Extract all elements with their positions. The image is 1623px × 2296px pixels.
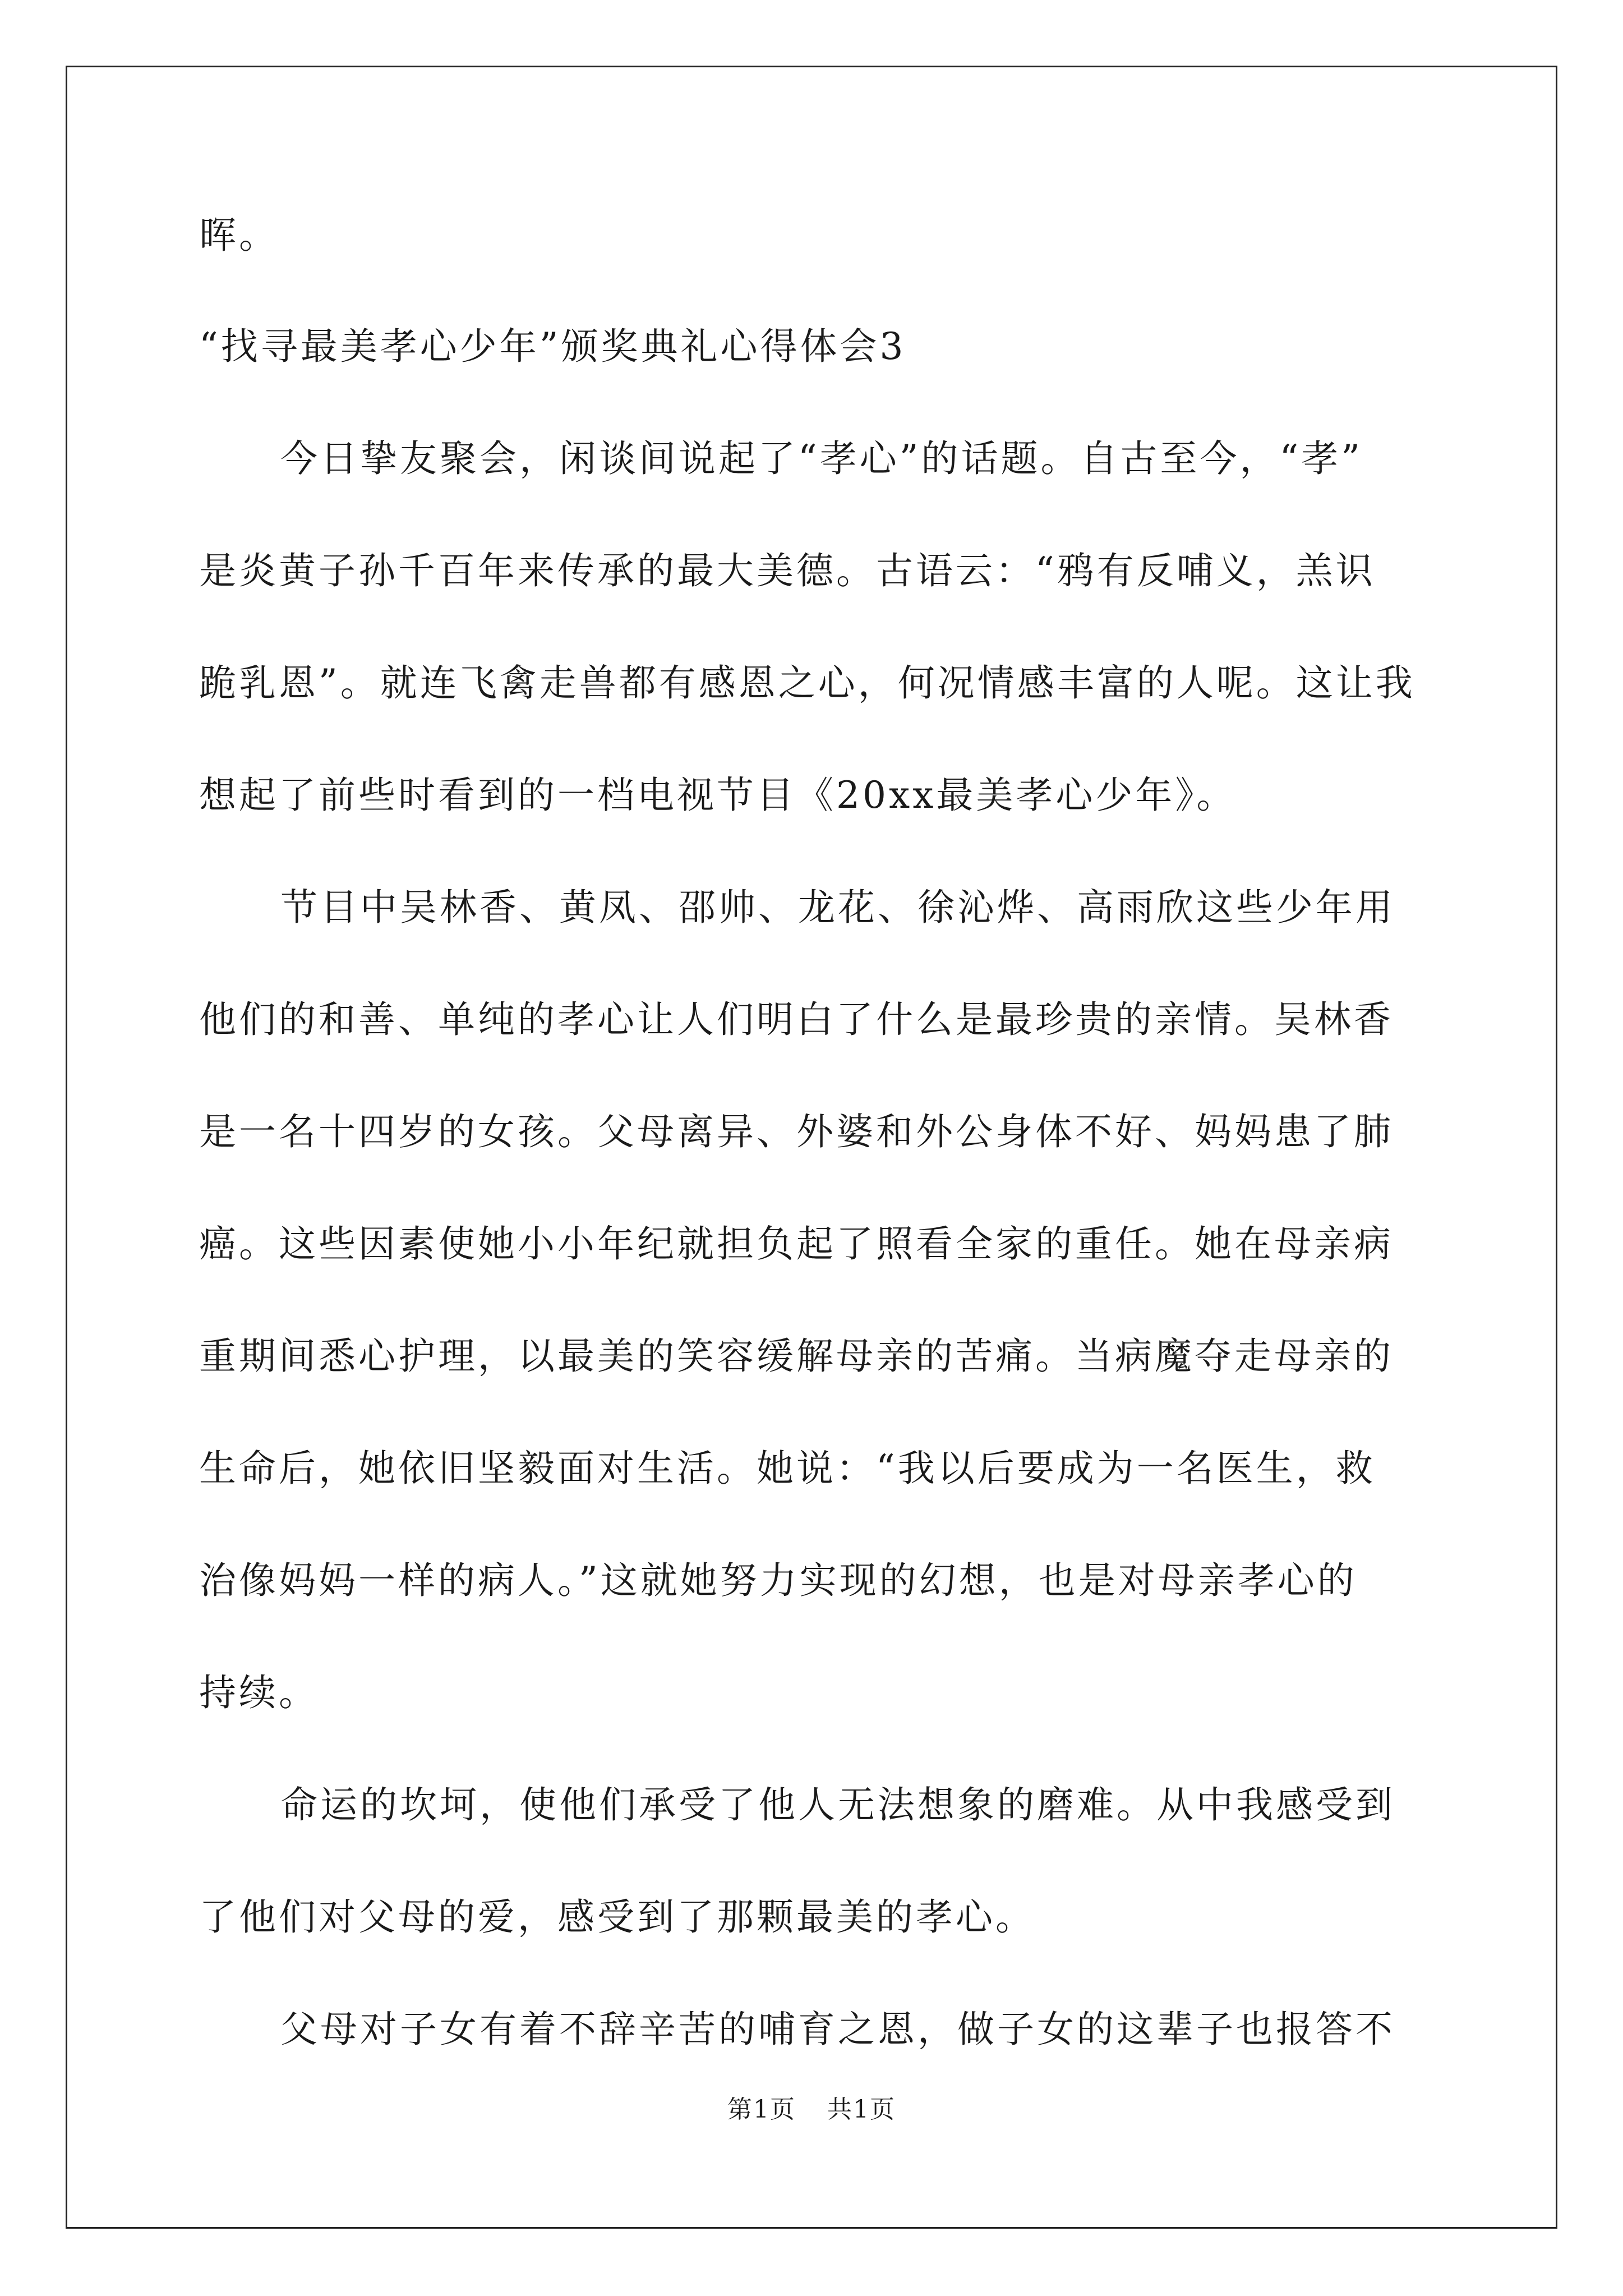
paragraph-line: 想起了前些时看到的一档电视节目《20xx最美孝心少年》。 (199, 774, 1237, 817)
section-heading: “找寻最美孝心少年”颁奖典礼心得体会3 (199, 325, 906, 368)
text-line: 晖。 (199, 214, 279, 257)
page-footer (0, 2094, 1623, 2125)
page-total: 共1页 (827, 2095, 896, 2124)
paragraph-line: 跪乳恩”。就连飞禽走兽都有感恩之心，何况情感丰富的人呢。这让我 (199, 661, 1415, 705)
paragraph-line: 节目中吴林香、黄凤、邵帅、龙花、徐沁烨、高雨欣这些少年用 (280, 886, 1395, 929)
paragraph-line: 生命后，她依旧坚毅面对生活。她说：“我以后要成为一名医生，救 (199, 1447, 1376, 1490)
paragraph-line: 治像妈妈一样的病人。”这就她努力实现的幻想，也是对母亲孝心的 (199, 1559, 1357, 1602)
paragraph-line: 父母对子女有着不辞辛苦的哺育之恩，做子女的这辈子也报答不 (280, 2008, 1395, 2051)
paragraph-line: 是炎黄子孙千百年来传承的最大美德。古语云：“鸦有反哺义，羔识 (199, 549, 1376, 592)
paragraph-line: 他们的和善、单纯的孝心让人们明白了什么是最珍贵的亲情。吴林香 (199, 998, 1394, 1041)
paragraph-line: 是一名十四岁的女孩。父母离异、外婆和外公身体不好、妈妈患了肺 (199, 1110, 1394, 1153)
page-number: 第1页 (727, 2095, 796, 2124)
paragraph-line: 命运的坎坷，使他们承受了他人无法想象的磨难。从中我感受到 (280, 1783, 1395, 1826)
paragraph-line: 癌。这些因素使她小小年纪就担负起了照看全家的重任。她在母亲病 (199, 1222, 1394, 1266)
paragraph-line: 今日挚友聚会，闲谈间说起了“孝心”的话题。自古至今，“孝” (280, 437, 1363, 480)
paragraph-line: 了他们对父母的爱，感受到了那颗最美的孝心。 (199, 1895, 1035, 1939)
paragraph-line: 重期间悉心护理，以最美的笑容缓解母亲的苦痛。当病魔夺走母亲的 (199, 1335, 1394, 1378)
paragraph-line: 持续。 (199, 1671, 319, 1714)
